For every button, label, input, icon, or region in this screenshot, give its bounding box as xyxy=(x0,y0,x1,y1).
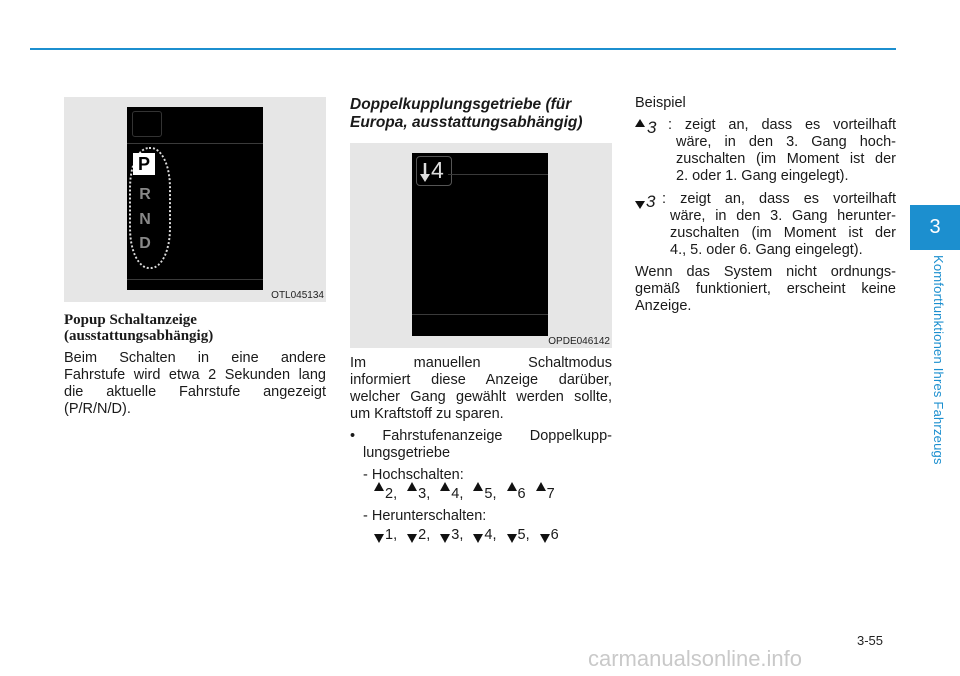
chapter-number: 3 xyxy=(929,216,941,238)
example-line: : zeigt an, dass es vorteilhaft xyxy=(662,191,896,207)
upshift-gear xyxy=(374,486,397,503)
example-line: 4., 5. oder 6. Gang eingelegt). xyxy=(670,242,863,258)
shift-gear-digit: 4 xyxy=(431,157,444,183)
downshift-label: - Herunterschalten: xyxy=(363,508,487,524)
body-line: (P/R/N/D). xyxy=(64,401,131,417)
dct-gear-figure xyxy=(350,143,612,348)
middle-heading xyxy=(350,96,612,132)
up-arrow-icon xyxy=(473,482,483,491)
right-text xyxy=(635,95,896,315)
display-divider xyxy=(448,174,548,175)
section-heading: Europa, ausstattungsabhängig) xyxy=(350,114,583,131)
downshift-symbol-digit: 3 xyxy=(646,192,656,211)
body-line: informiert diese Anzeige darüber, xyxy=(350,372,612,388)
upshift-gear xyxy=(440,486,463,503)
up-arrow-icon xyxy=(374,482,384,491)
section-heading: (ausstattungsabhängig) xyxy=(64,328,214,344)
downshift-gear xyxy=(473,527,496,544)
down-arrow-icon xyxy=(473,534,483,543)
upshift-symbol-digit: 3 xyxy=(647,118,657,137)
cluster-display xyxy=(412,153,548,336)
figure-code: OPDE046142 xyxy=(548,336,610,347)
upshift-gear xyxy=(536,486,555,503)
gear-label: 4, xyxy=(484,527,497,543)
gear-label: 2, xyxy=(385,486,398,502)
up-arrow-icon xyxy=(440,482,450,491)
example-line: : zeigt an, dass es vorteilhaft xyxy=(668,117,896,133)
up-arrow-icon xyxy=(536,482,546,491)
downshift-example xyxy=(635,191,896,259)
example-line: wäre, in den 3. Gang herunter- xyxy=(670,208,896,224)
body-line: Wenn das System nicht ordnungs- xyxy=(635,264,896,280)
page-number: 3-55 xyxy=(857,633,884,648)
gear-label: 7 xyxy=(546,486,555,502)
popup-gear-figure xyxy=(64,97,326,302)
body-line: um Kraftstoff zu sparen. xyxy=(350,406,504,422)
gear-label: 6 xyxy=(517,486,526,502)
gear-label: 3, xyxy=(451,527,464,543)
downshift-gear xyxy=(507,527,530,544)
display-divider xyxy=(127,279,263,280)
gear-r: R xyxy=(139,186,151,203)
gear-label: 4, xyxy=(451,486,464,502)
gear-label: 5, xyxy=(517,527,530,543)
downshift-gear xyxy=(374,527,397,544)
body-line: Beim Schalten in eine andere xyxy=(64,350,326,366)
example-line: zuschalten (im Moment ist der xyxy=(676,151,896,167)
section-heading: Popup Schaltanzeige xyxy=(64,312,197,328)
example-label: Beispiel xyxy=(635,95,686,111)
downshift-gear xyxy=(440,527,463,544)
upshift-gear xyxy=(473,486,496,503)
gear-p: P xyxy=(133,153,155,175)
downshift-gears xyxy=(350,527,612,544)
down-arrow-icon xyxy=(507,534,517,543)
up-arrow-icon xyxy=(635,119,645,127)
gear-label: 3, xyxy=(418,486,431,502)
down-arrow-icon xyxy=(374,534,384,543)
display-divider xyxy=(127,143,263,144)
chapter-title: Komfortfunktionen Ihres Fahrzeugs xyxy=(931,255,946,465)
downshift-gear xyxy=(540,527,559,544)
header-rule xyxy=(30,48,896,50)
bullet-line: • Fahrstufenanzeige Doppelkupp- xyxy=(350,428,612,444)
example-line: zuschalten (im Moment ist der xyxy=(670,225,896,241)
down-arrow-icon xyxy=(440,534,450,543)
bullet-line: lungsgetriebe xyxy=(363,445,451,461)
body-line: die aktuelle Fahrstufe angezeigt xyxy=(64,384,326,400)
gear-label: 1, xyxy=(385,527,398,543)
section-heading: Doppelkupplungsgetriebe (für xyxy=(350,96,572,113)
middle-text xyxy=(350,355,612,544)
gear-n: N xyxy=(139,211,151,228)
gear-label: 5, xyxy=(484,486,497,502)
upshift-gears xyxy=(350,486,612,503)
upshift-label: - Hochschalten: xyxy=(363,467,464,483)
body-line: Im manuellen Schaltmodus xyxy=(350,355,612,371)
gear-label: 6 xyxy=(550,527,559,543)
upshift-gear xyxy=(407,486,430,503)
down-arrow-icon xyxy=(635,201,645,209)
body-line: gemäß funktioniert, erscheint keine xyxy=(635,281,896,297)
upshift-example xyxy=(635,117,896,185)
chapter-tab xyxy=(910,205,960,250)
up-arrow-icon xyxy=(407,482,417,491)
example-line: wäre, in den 3. Gang hoch- xyxy=(676,134,896,150)
body-line: Fahrstufe wird etwa 2 Sekunden lang xyxy=(64,367,326,383)
upshift-gear xyxy=(507,486,526,503)
up-arrow-icon xyxy=(507,482,517,491)
shift-indicator-box xyxy=(416,156,452,186)
down-arrow-icon xyxy=(540,534,550,543)
down-arrow-icon xyxy=(407,534,417,543)
gear-d: D xyxy=(139,235,151,252)
cluster-display xyxy=(127,107,263,290)
display-divider xyxy=(412,314,548,315)
figure-code: OTL045134 xyxy=(271,290,324,301)
body-line: Anzeige. xyxy=(635,298,692,314)
gear-label: 2, xyxy=(418,527,431,543)
top-indicator-box xyxy=(132,111,162,137)
downshift-gear xyxy=(407,527,430,544)
left-text xyxy=(64,312,326,418)
watermark: carmanualsonline.info xyxy=(588,646,803,671)
shift-down-arrow-icon xyxy=(420,161,430,183)
body-line: welcher Gang gewählt werden sollte, xyxy=(350,389,612,405)
example-line: 2. oder 1. Gang eingelegt). xyxy=(676,168,849,184)
